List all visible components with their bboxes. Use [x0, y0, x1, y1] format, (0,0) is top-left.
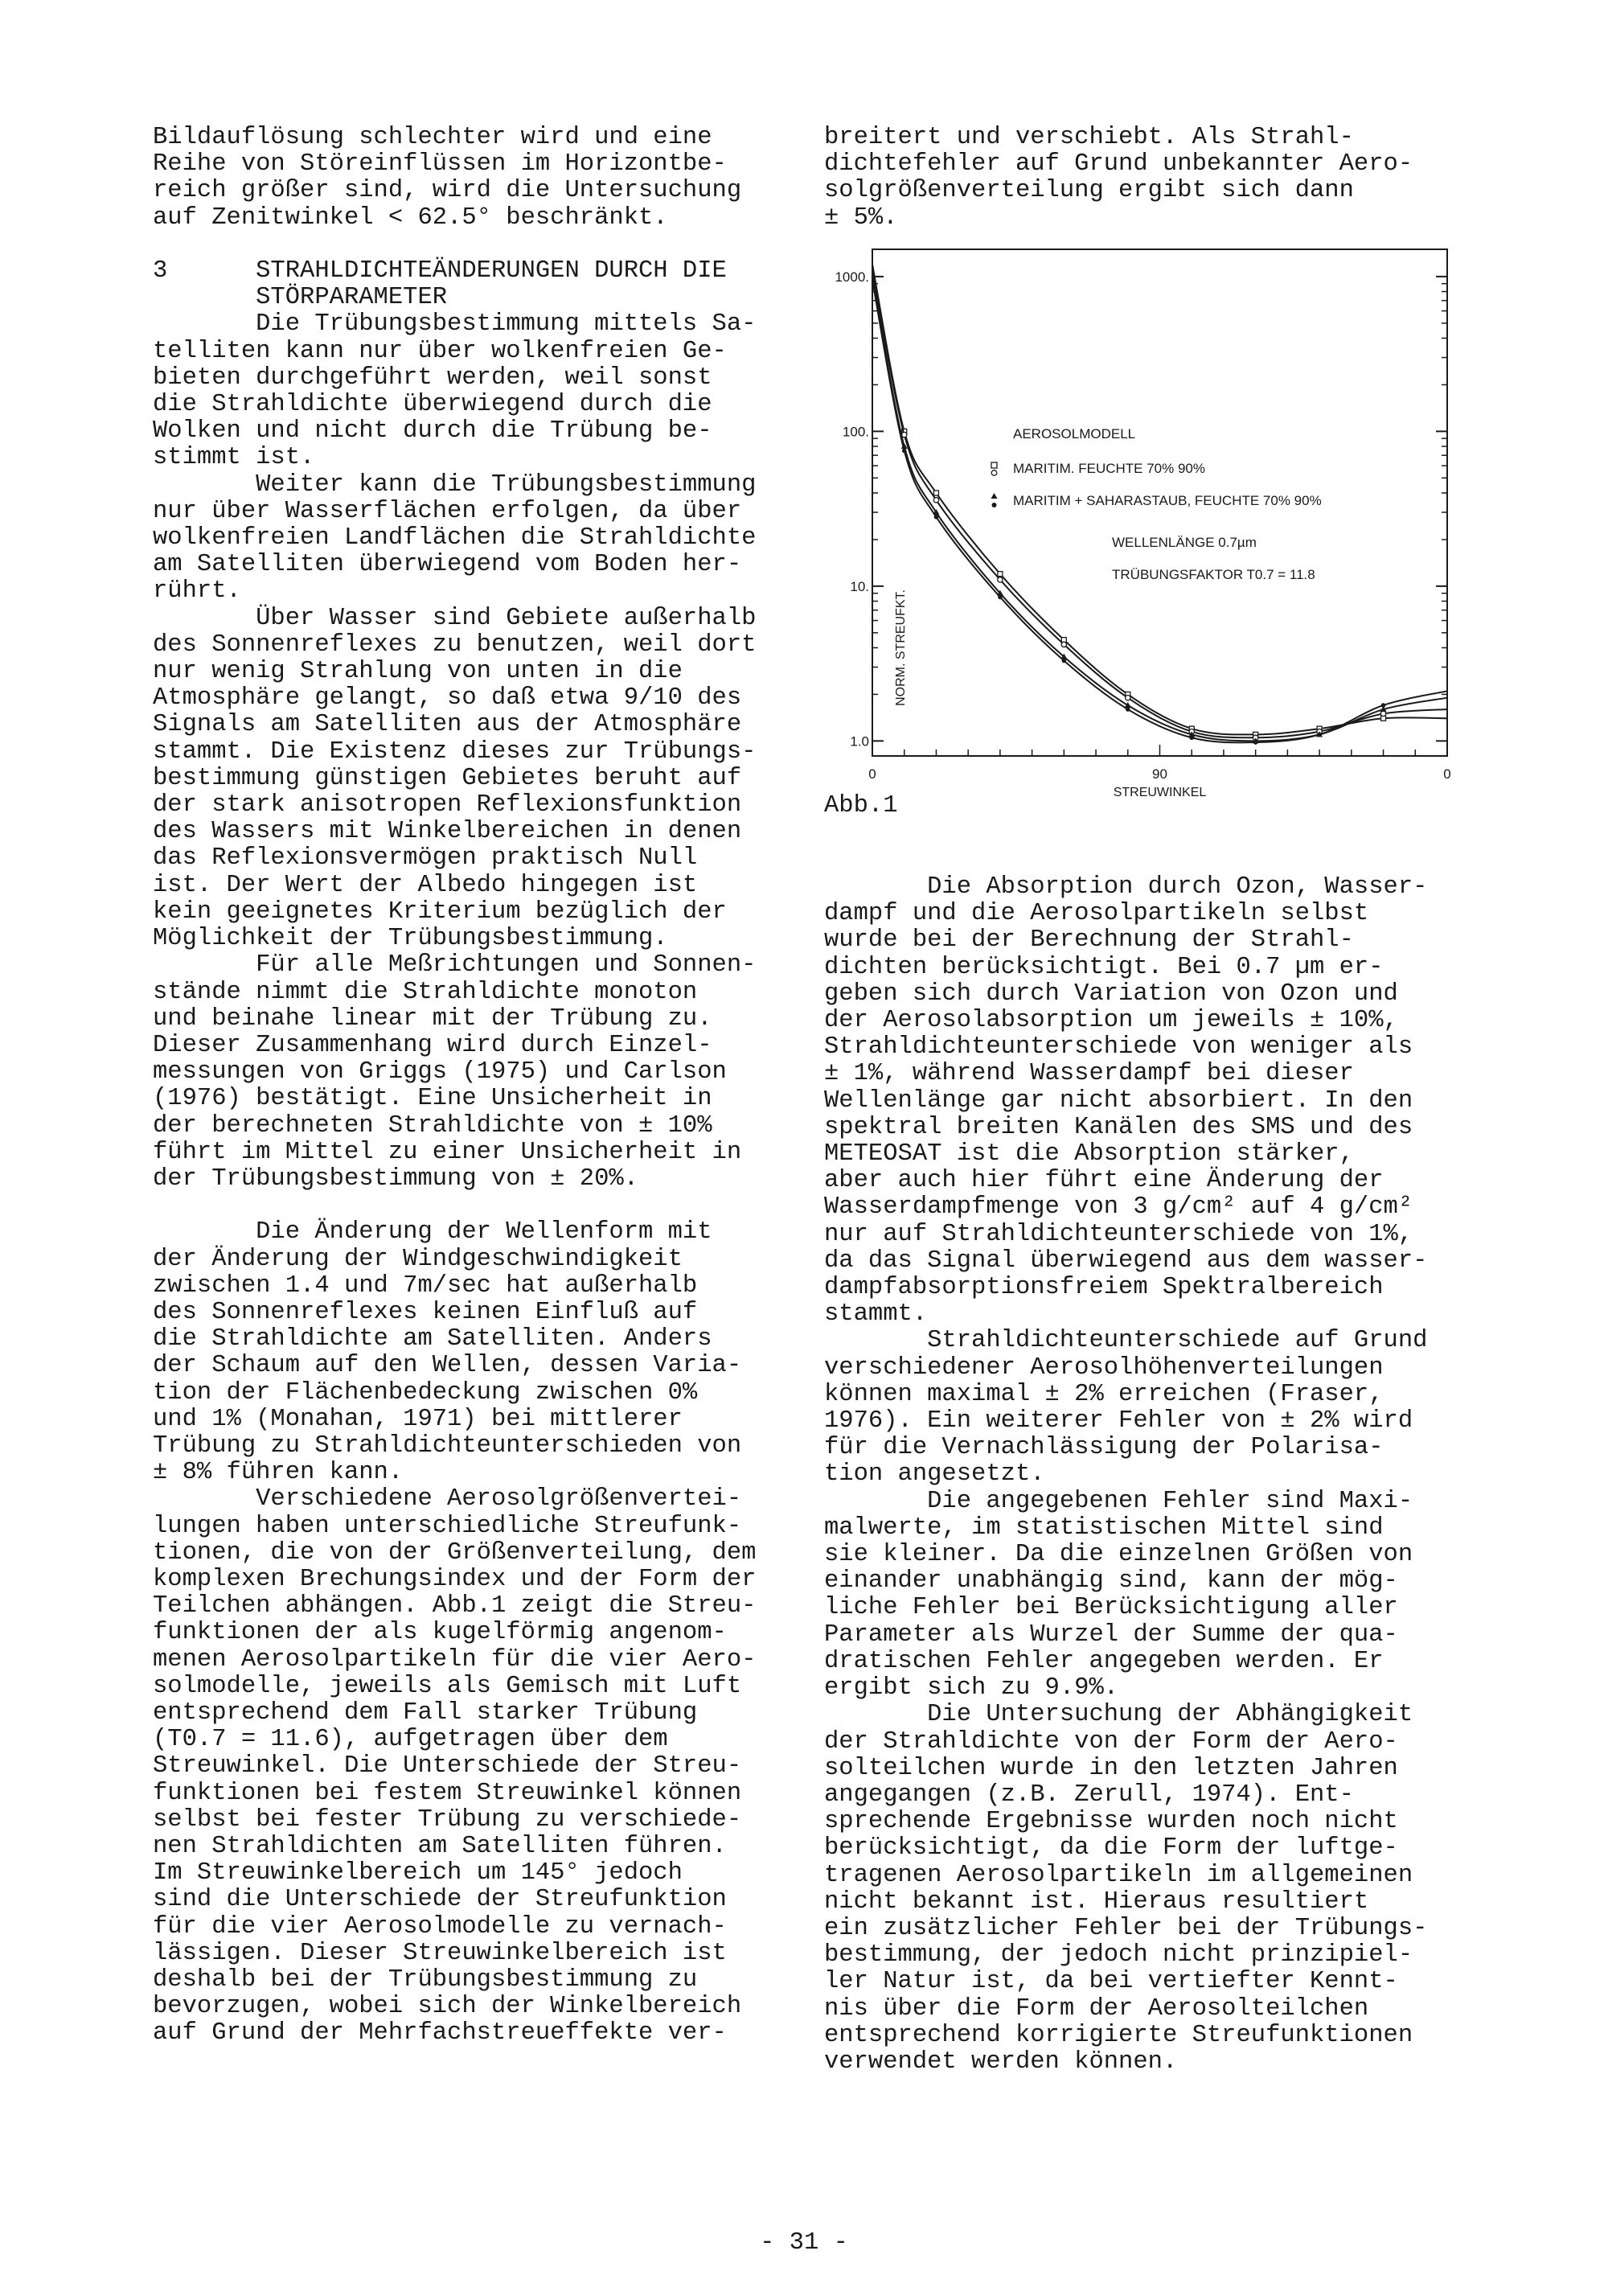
- data-point: [998, 572, 1003, 577]
- text-line: Die Absorption durch Ozon, Wasser-: [824, 873, 1428, 901]
- text-line: Für alle Meßrichtungen und Sonnen-: [153, 951, 757, 980]
- text-line: Strahldichteunterschiede auf Grund: [824, 1327, 1428, 1355]
- legend-marker-square: [991, 462, 997, 468]
- text-line: tragenen Aerosolpartikeln im allgemeinen: [824, 1861, 1413, 1889]
- figure-caption: Abb.1: [824, 792, 898, 819]
- text-line: und beinahe linear mit der Trübung zu.: [153, 1004, 712, 1033]
- text-line: für die vier Aerosolmodelle zu vernach-: [153, 1912, 727, 1941]
- text-line: stammt. Die Existenz dieses zur Trübungs-: [153, 737, 757, 766]
- text-line: nen Strahldichten am Satelliten führen.: [153, 1833, 727, 1860]
- text-line: berücksichtigt, da die Form der luftge-: [824, 1834, 1398, 1863]
- data-point: [933, 498, 938, 503]
- text-line: Weiter kann die Trübungsbestimmung: [153, 470, 757, 499]
- text-line: auf Grund der Mehrfachstreueffekte ver-: [153, 2019, 727, 2048]
- text-line: des Wassers mit Winkelbereichen in denen: [153, 818, 742, 846]
- y-tick-label: 100.: [842, 424, 869, 440]
- text-line: bieten durchgeführt werden, weil sonst: [153, 363, 712, 392]
- text-line: sie kleiner. Da die einzelnen Größen von: [824, 1541, 1413, 1569]
- text-line: reich größer sind, wird die Untersuchung: [153, 177, 742, 205]
- data-point: [1061, 642, 1066, 647]
- text-line: Streuwinkel. Die Unterschiede der Streu-: [153, 1752, 742, 1781]
- text-line: dampfabsorptionsfreiem Spektralbereich: [824, 1274, 1384, 1302]
- text-line: funktionen bei festem Streuwinkel können: [153, 1779, 742, 1807]
- legend-item-1: MARITIM. FEUCHTE 70% 90%: [1013, 461, 1205, 476]
- text-line: des Sonnenreflexes zu benutzen, weil dort: [153, 630, 757, 659]
- text-line: die Strahldichte überwiegend durch die: [153, 391, 712, 419]
- text-line: der Trübungsbestimmung von ± 20%.: [153, 1164, 638, 1193]
- text-line: das Reflexionsvermögen praktisch Null: [153, 844, 698, 873]
- text-line: Über Wasser sind Gebiete außerhalb: [153, 604, 757, 632]
- x-tick-label: 0: [868, 766, 876, 782]
- text-line: liche Fehler bei Berücksichtigung aller: [824, 1594, 1398, 1622]
- text-line: Die Änderung der Wellenform mit: [153, 1218, 712, 1247]
- text-line: lässigen. Dieser Streuwinkelbereich ist: [153, 1939, 727, 1967]
- text-line: und 1% (Monahan, 1971) bei mittlerer: [153, 1405, 683, 1433]
- text-line: selbst bei fester Trübung zu verschiede-: [153, 1805, 742, 1834]
- text-line: solmodelle, jeweils als Gemisch mit Luft: [153, 1672, 742, 1700]
- text-line: dichtefehler auf Grund unbekannter Aero-: [824, 150, 1413, 179]
- text-line: komplexen Brechungsindex und der Form der: [153, 1565, 757, 1593]
- page-number: - 31 -: [760, 2229, 848, 2257]
- data-point: [1062, 659, 1067, 663]
- left-column-block: [153, 125, 796, 2048]
- text-line: stammt.: [824, 1300, 928, 1329]
- text-line: der Strahldichte von der Form der Aero-: [824, 1727, 1398, 1756]
- data-point: [934, 515, 939, 520]
- text-line: Strahldichteunterschiede von weniger als: [824, 1033, 1413, 1062]
- text-line: dratischen Fehler angegeben werden. Er: [824, 1647, 1384, 1675]
- text-line: Wellenlänge gar nicht absorbiert. In den: [824, 1086, 1413, 1115]
- left-column: [153, 125, 796, 2048]
- right-bottom-block: [824, 874, 1427, 2076]
- text-line: Trübung zu Strahldichteunterschieden von: [153, 1431, 742, 1460]
- text-line: wolkenfreien Landflächen die Strahldichte: [153, 524, 757, 552]
- text-line: bevorzugen, wobei sich der Winkelbereich: [153, 1993, 742, 2021]
- text-line: deshalb bei der Trübungsbestimmung zu: [153, 1966, 698, 1994]
- text-line: bestimmung, der jedoch nicht prinzipiel-: [824, 1941, 1413, 1969]
- figure-streufunktion: [824, 245, 1467, 808]
- text-line: telliten kann nur über wolkenfreien Ge-: [153, 337, 727, 365]
- text-line: Die Untersuchung der Abhängigkeit: [824, 1701, 1413, 1729]
- text-line: Atmosphäre gelangt, so daß etwa 9/10 des: [153, 684, 742, 713]
- text-line: breitert und verschiebt. Als Strahl-: [824, 124, 1354, 151]
- text-line: angegangen (z.B. Zerull, 1974). Ent-: [824, 1781, 1354, 1809]
- text-line: tion der Flächenbedeckung zwischen 0%: [153, 1378, 698, 1407]
- text-line: da das Signal überwiegend aus dem wasser-: [824, 1247, 1428, 1275]
- text-line: des Sonnenreflexes keinen Einfluß auf: [153, 1298, 698, 1326]
- text-line: Im Streuwinkelbereich um 145° jedoch: [153, 1859, 683, 1887]
- text-line: aber auch hier führt eine Änderung der: [824, 1167, 1384, 1195]
- text-line: (T0.7 = 11.6), aufgetragen über dem: [153, 1726, 668, 1754]
- y-tick-label: 1.0: [850, 733, 869, 750]
- data-point: [1125, 702, 1131, 708]
- data-point: [1253, 740, 1258, 745]
- x-tick-label: 0: [1443, 766, 1451, 782]
- text-line: Die Trübungsbestimmung mittels Sa-: [153, 310, 757, 339]
- text-line: lungen haben unterschiedliche Streufunk-: [153, 1512, 742, 1540]
- text-line: sind die Unterschiede der Streufunktion: [153, 1886, 727, 1914]
- text-line: spektral breiten Kanälen des SMS und des: [824, 1113, 1413, 1141]
- text-line: dampf und die Aerosolpartikeln selbst: [824, 900, 1369, 928]
- text-line: nur auf Strahldichteunterschiede von 1%,: [824, 1220, 1413, 1248]
- data-point: [1189, 735, 1194, 740]
- legend-marker-circle: [991, 470, 997, 476]
- legend-marker-triangle: [991, 493, 998, 499]
- text-line: bestimmung günstigen Gebietes beruht auf: [153, 764, 742, 792]
- text-line: solteilchen wurde in den letzten Jahren: [824, 1754, 1398, 1782]
- chart-svg: [824, 245, 1467, 808]
- text-line: verwendet werden können.: [824, 2048, 1178, 2076]
- text-line: geben sich durch Variation von Ozon und: [824, 980, 1398, 1008]
- x-axis-label: STREUWINKEL: [1113, 786, 1207, 799]
- text-line: der Aerosolabsorption um jeweils ± 10%,: [824, 1007, 1398, 1035]
- text-line: verschiedener Aerosolhöhenverteilungen: [824, 1353, 1384, 1382]
- text-line: nur über Wasserflächen erfolgen, da über: [153, 497, 742, 525]
- data-point: [998, 577, 1003, 582]
- text-line: am Satelliten überwiegend vom Boden her-: [153, 551, 742, 579]
- text-line: Bildauflösung schlechter wird und eine: [153, 124, 712, 151]
- text-line: menen Aerosolpartikeln für die vier Aero-: [153, 1645, 757, 1674]
- text-line: nur wenig Strahlung von unten in die: [153, 658, 683, 686]
- text-line: dichten berücksichtigt. Bei 0.7 µm er-: [824, 953, 1384, 981]
- text-line: wurde bei der Berechnung der Strahl-: [824, 926, 1354, 955]
- text-line: tionen, die von der Größenverteilung, dem: [153, 1538, 757, 1567]
- text-line: für die Vernachlässigung der Polarisa-: [824, 1434, 1384, 1462]
- legend-item-2: MARITIM + SAHARASTAUB, FEUCHTE 70% 90%: [1013, 493, 1322, 508]
- text-line: nicht bekannt ist. Hieraus resultiert: [824, 1887, 1369, 1916]
- text-line: Reihe von Störeinflüssen im Horizontbe-: [153, 150, 727, 179]
- text-line: 1976). Ein weiterer Fehler von ± 2% wird: [824, 1407, 1413, 1436]
- text-line: malwerte, im statistischen Mittel sind: [824, 1514, 1384, 1542]
- text-line: Die angegebenen Fehler sind Maxi-: [824, 1487, 1413, 1515]
- text-line: METEOSAT ist die Absorption stärker,: [824, 1140, 1354, 1169]
- wavelength-note: WELLENLÄNGE 0.7µm: [1112, 535, 1257, 550]
- text-line: der Schaum auf den Wellen, dessen Varia-: [153, 1352, 742, 1380]
- text-line: Möglichkeit der Trübungsbestimmung.: [153, 925, 668, 953]
- text-line: ± 8% führen kann.: [153, 1459, 404, 1487]
- text-line: ler Natur ist, da bei vertiefter Kennt-: [824, 1968, 1398, 1996]
- text-line: führt im Mittel zu einer Unsicherheit in: [153, 1138, 742, 1166]
- text-line: nis über die Form der Aerosolteilchen: [824, 1994, 1369, 2023]
- text-line: entsprechend dem Fall starker Trübung: [153, 1698, 698, 1727]
- text-line: stände nimmt die Strahldichte monoton: [153, 978, 698, 1006]
- text-line: ergibt sich zu 9.9%.: [824, 1674, 1119, 1702]
- data-point: [933, 491, 938, 495]
- text-line: der Änderung der Windgeschwindigkeit: [153, 1245, 683, 1273]
- data-point: [998, 595, 1003, 600]
- text-line: der stark anisotropen Reflexionsfunktion: [153, 791, 742, 819]
- text-line: [153, 232, 796, 258]
- right-top-block: [824, 125, 1413, 232]
- text-line: kein geeignetes Kriterium bezüglich der: [153, 897, 727, 926]
- text-line: Dieser Zusammenhang wird durch Einzel-: [153, 1031, 712, 1059]
- text-line: Verschiedene Aerosolgrößenvertei-: [153, 1485, 742, 1514]
- text-line: messungen von Griggs (1975) und Carlson: [153, 1058, 727, 1086]
- series-line-3: [872, 277, 1447, 741]
- legend-title: AEROSOLMODELL: [1013, 426, 1136, 442]
- data-point: [1126, 695, 1130, 700]
- y-axis-label: NORM. STREUFKT.: [894, 589, 908, 706]
- text-line: Signals am Satelliten aus der Atmosphäre: [153, 711, 742, 739]
- text-line: STÖRPARAMETER: [153, 284, 448, 312]
- text-line: (1976) bestätigt. Eine Unsicherheit in: [153, 1085, 712, 1113]
- text-line: entsprechend korrigierte Streufunktionen: [824, 2021, 1413, 2049]
- text-line: Parameter als Wurzel der Summe der qua-: [824, 1620, 1398, 1649]
- text-line: ± 5%.: [824, 203, 898, 232]
- text-line: tion angesetzt.: [824, 1460, 1045, 1489]
- text-line: Wolken und nicht durch die Trübung be-: [153, 417, 712, 446]
- text-line: stimmt ist.: [153, 444, 315, 472]
- turbidity-note: TRÜBUNGSFAKTOR T0.7 = 11.8: [1112, 567, 1315, 582]
- text-line: rührt.: [153, 577, 241, 606]
- data-point: [1126, 707, 1130, 712]
- text-line: auf Zenitwinkel < 62.5° beschränkt.: [153, 203, 668, 232]
- text-line: funktionen der als kugelförmig angenom-: [153, 1619, 727, 1647]
- text-line: ± 1%, während Wasserdampf bei dieser: [824, 1060, 1354, 1088]
- data-point: [1381, 703, 1386, 708]
- text-line: 3 STRAHLDICHTEÄNDERUNGEN DURCH DIE: [153, 257, 727, 285]
- y-tick-label: 10.: [850, 578, 869, 594]
- data-point: [1380, 711, 1385, 716]
- text-line: können maximal ± 2% erreichen (Fraser,: [824, 1380, 1384, 1408]
- text-line: der berechneten Strahldichte von ± 10%: [153, 1111, 712, 1140]
- legend-marker-dot: [992, 503, 997, 507]
- text-line: sprechende Ergebnisse wurden noch nicht: [824, 1808, 1398, 1836]
- text-line: zwischen 1.4 und 7m/sec hat außerhalb: [153, 1271, 698, 1300]
- data-point: [902, 449, 907, 454]
- data-point: [1317, 733, 1322, 737]
- text-line: ein zusätzlicher Fehler bei der Trübungs-: [824, 1914, 1428, 1942]
- text-line: ist. Der Wert der Albedo hingegen ist: [153, 871, 698, 899]
- text-line: die Strahldichte am Satelliten. Anders: [153, 1325, 712, 1353]
- series-line-4: [872, 280, 1447, 742]
- text-line: solgrößenverteilung ergibt sich dann: [824, 177, 1354, 205]
- text-line: [153, 1193, 796, 1219]
- text-line: Wasserdampfmenge von 3 g/cm² auf 4 g/cm²: [824, 1193, 1413, 1222]
- x-tick-label: 90: [1152, 766, 1167, 782]
- y-tick-label: 1000.: [835, 269, 869, 285]
- text-line: Teilchen abhängen. Abb.1 zeigt die Streu-: [153, 1592, 757, 1620]
- text-line: einander unabhängig sind, kann der mög-: [824, 1567, 1398, 1596]
